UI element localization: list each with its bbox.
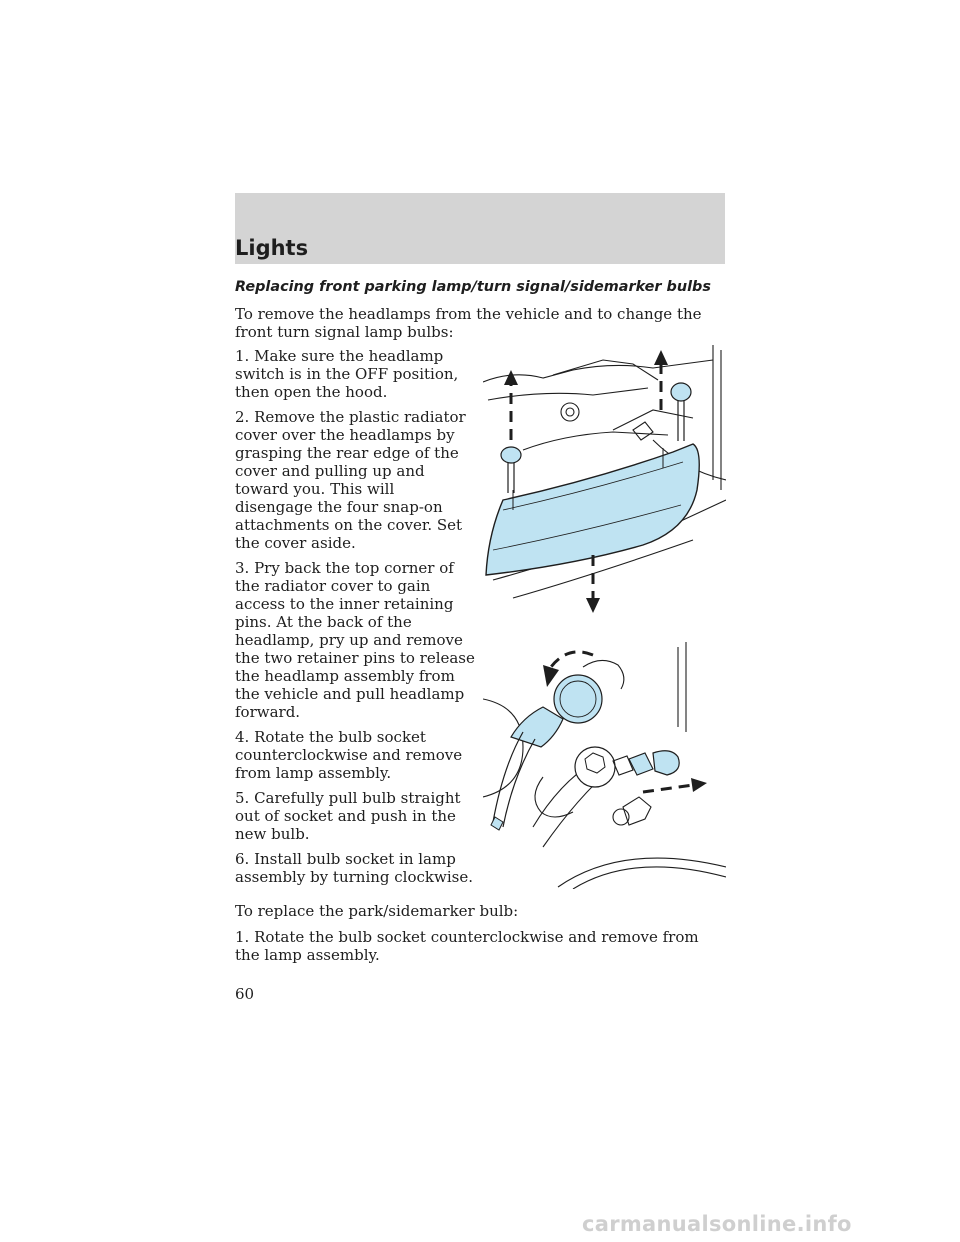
subheading: Replacing front parking lamp/turn signal/sidemarker bulbs (235, 279, 711, 295)
sub-step-item: 1. Rotate the bulb socket counterclockwise and remove from the lamp assembly. (235, 928, 699, 964)
sub-intro-paragraph: To replace the park/sidemarker bulb: (235, 902, 519, 920)
step-item: 3. Pry back the top corner of the radiator cover to gain access to the inner retaining pins. At the back of the headlamp, pry up and remove the two retainer pins to release the headlamp assembly from the vehicle and pull headlamp forward. (235, 559, 475, 721)
watermark: carmanualsonline.info (582, 1212, 852, 1236)
step-list (235, 347, 475, 893)
step-item: 6. Install bulb socket in lamp assembly by turning clockwise. (235, 850, 473, 886)
step-item: 2. Remove the plastic radiator cover over the headlamps by grasping the rear edge of the cover and pulling up and toward you. This will disengage the four snap-on attachments on the cover. Set the cover aside. (235, 408, 466, 552)
intro-paragraph: To remove the headlamps from the vehicle and to change the front turn signal lamp bulbs: (235, 305, 702, 341)
headlamp-removal-illustration (483, 340, 726, 615)
step-item: 1. Make sure the headlamp switch is in the OFF position, then open the hood. (235, 347, 459, 401)
header-band (235, 193, 725, 264)
section-title: Lights (235, 236, 309, 260)
page-number: 60 (235, 985, 255, 1003)
step-item: 5. Carefully pull bulb straight out of socket and push in the new bulb. (235, 789, 461, 843)
step-item: 4. Rotate the bulb socket counterclockwise and remove from lamp assembly. (235, 728, 463, 782)
bulb-socket-illustration (483, 637, 726, 889)
